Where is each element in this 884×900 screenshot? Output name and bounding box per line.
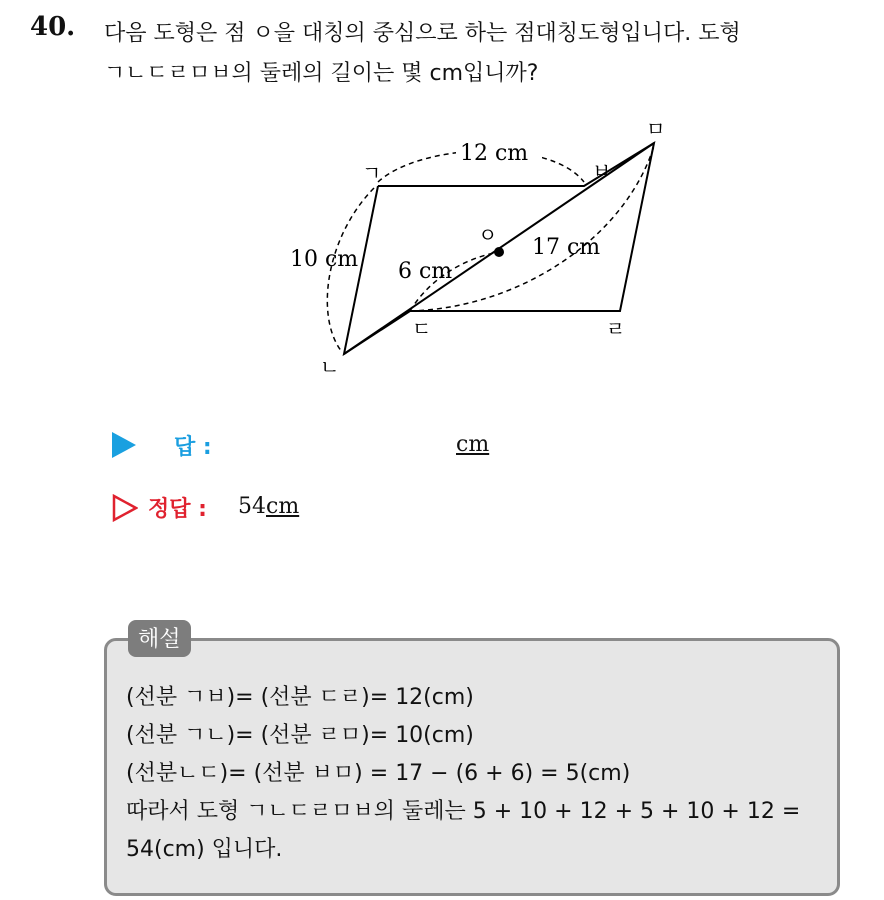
measure-top: 12 cm: [460, 141, 529, 166]
correct-answer-row: [108, 490, 608, 524]
label-d: ㄷ: [412, 317, 432, 341]
question-number: 40.: [30, 12, 76, 42]
solution-line: 따라서 도형 ㄱㄴㄷㄹㅁㅂ의 둘레는 5 + 10 + 12 + 5 + 10 + 12 =: [126, 799, 801, 824]
label-o: ㅇ: [478, 223, 498, 247]
label-n: ㄴ: [320, 355, 340, 379]
question-text-line2: ㄱㄴㄷㄹㅁㅂ의 둘레의 길이는 몇 cm입니까?: [104, 61, 539, 86]
solution-line: (선분 ㄱㅂ)= (선분 ㄷㄹ)= 12(cm): [126, 685, 474, 710]
answer-label: 답 :: [174, 435, 212, 460]
answer-unit: cm: [456, 432, 490, 457]
correct-answer-unit: cm: [266, 494, 300, 519]
question-text-line1: 다음 도형은 점 ㅇ을 대칭의 중심으로 하는 점대칭도형입니다. 도형: [104, 21, 741, 46]
point-symmetric-figure: [270, 108, 690, 388]
correct-answer-label: 정답 :: [148, 497, 207, 522]
arc-diag: [410, 146, 654, 311]
correct-arrow-icon: [112, 494, 138, 522]
measure-inner: 6 cm: [398, 259, 453, 284]
solution-line: 54(cm) 입니다.: [126, 837, 283, 862]
answer-arrow-icon: [112, 432, 136, 458]
label-b: ㅂ: [592, 159, 612, 183]
solution-tag: 해설: [128, 620, 191, 657]
solution-line: (선분ㄴㄷ)= (선분 ㅂㅁ) = 17 − (6 + 6) = 5(cm): [126, 761, 631, 786]
correct-answer-value: 54: [238, 494, 266, 519]
measure-diag: 17 cm: [532, 235, 601, 260]
label-g: ㄱ: [362, 161, 382, 185]
label-m: ㅁ: [646, 117, 666, 141]
answer-row: [108, 428, 608, 462]
measure-left: 10 cm: [290, 247, 359, 272]
label-r: ㄹ: [606, 317, 626, 341]
correct-answer-value-group: [238, 494, 299, 519]
solution-line: (선분 ㄱㄴ)= (선분 ㄹㅁ)= 10(cm): [126, 723, 474, 748]
